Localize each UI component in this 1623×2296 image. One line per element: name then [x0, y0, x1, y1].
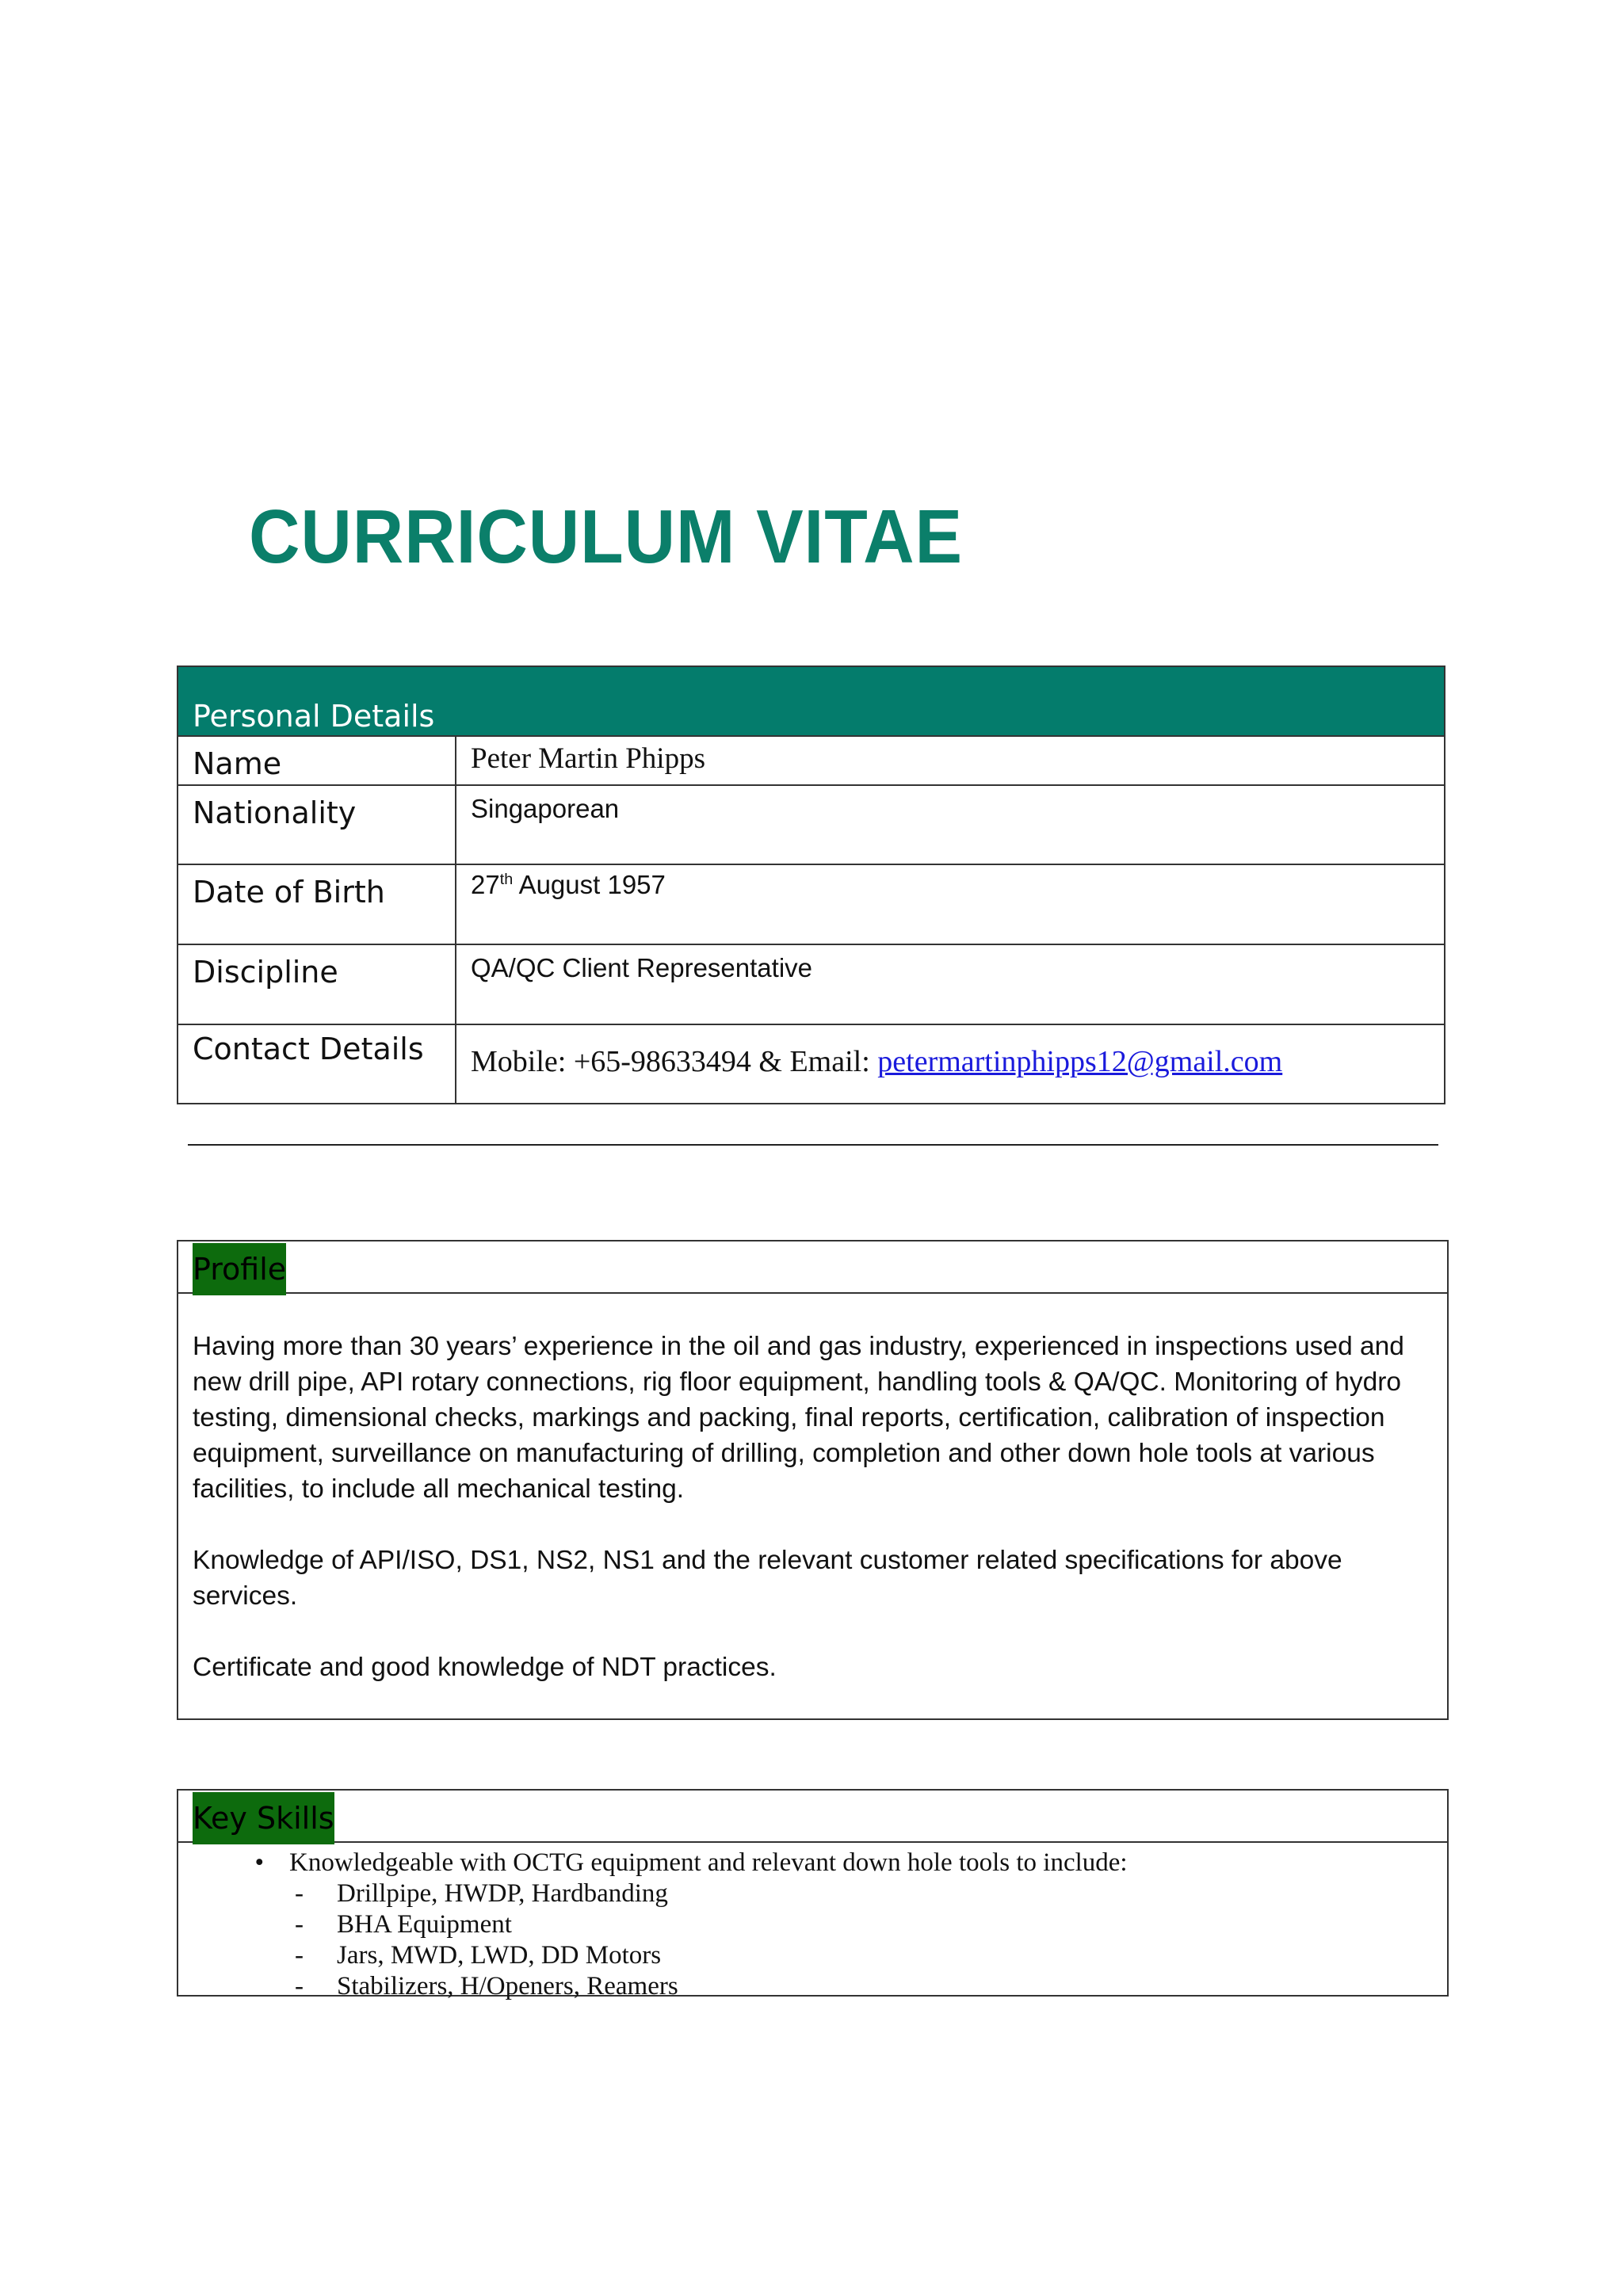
profile-body [178, 1294, 1447, 1685]
contact-mobile: Mobile: +65-98633494 & Email: [471, 1045, 878, 1078]
profile-paragraph: Having more than 30 years’ experience in the oil and gas industry, experienced in inspections used and new drill pipe, API rotary connections, rig floor equipment, handling tools & QA/QC. Monitoring of hydro testing, dimensional checks, markings and packing, final reports, certification, calibration of inspection equipment, surveillance on manufacturing of drilling, completion and other down hole tools at various facilities, to include all mechanical testing. [193, 1332, 1404, 1504]
profile-heading: Profile [193, 1243, 286, 1295]
dash-marker: - [295, 1879, 304, 1908]
dash-marker: - [295, 1910, 304, 1939]
list-item-text: BHA Equipment [337, 1910, 512, 1939]
list-item [178, 1940, 1447, 1971]
section-divider [188, 1144, 1438, 1146]
value-name: Peter Martin Phipps [471, 742, 705, 775]
personal-details-heading: Personal Details [193, 699, 435, 734]
list-item-text: Drillpipe, HWDP, Hardbanding [337, 1879, 668, 1908]
profile-header [178, 1241, 1447, 1294]
bullet-marker: • [254, 1848, 264, 1877]
label-contact-details: Contact Details [178, 1025, 456, 1103]
label-discipline: Discipline [178, 945, 456, 1024]
list-item [178, 1971, 1447, 2002]
value-date-of-birth [456, 865, 1444, 944]
dob-day: 27 [471, 870, 500, 899]
row-nationality [178, 784, 1444, 864]
key-skills-header [178, 1791, 1447, 1843]
key-skills-body [178, 1843, 1447, 2002]
list-item-text: Jars, MWD, LWD, DD Motors [337, 1941, 662, 1970]
key-skills-section [177, 1789, 1449, 2000]
value-contact-details [456, 1025, 1444, 1103]
profile-paragraph: Knowledge of API/ISO, DS1, NS2, NS1 and the relevant customer related specifications for above services. [193, 1546, 1342, 1611]
profile-paragraph: Certificate and good knowledge of NDT practices. [193, 1653, 777, 1682]
dash-marker: - [295, 1941, 304, 1970]
row-date-of-birth [178, 864, 1444, 944]
label-nationality: Nationality [178, 786, 456, 864]
list-item [178, 1909, 1447, 1940]
list-item-text: Stabilizers, H/Openers, Reamers [337, 1972, 678, 2000]
email-link[interactable]: petermartinphipps12@gmail.com [877, 1045, 1283, 1078]
personal-details-table [177, 666, 1445, 1104]
bullet-text: Knowledgeable with OCTG equipment and relevant down hole tools to include: [289, 1848, 1128, 1877]
list-item [178, 1878, 1447, 1909]
document-title: CURRICULUM VITAE [249, 494, 964, 579]
dash-marker: - [295, 1972, 304, 2000]
dob-rest: August 1957 [513, 870, 666, 899]
row-name [178, 737, 1444, 784]
row-contact-details [178, 1024, 1444, 1103]
value-discipline: QA/QC Client Representative [471, 953, 813, 982]
value-nationality: Singaporean [471, 794, 620, 823]
profile-section [177, 1240, 1449, 1720]
personal-details-header [178, 667, 1444, 737]
dob-suffix: th [499, 871, 514, 888]
label-date-of-birth: Date of Birth [178, 865, 456, 944]
row-discipline [178, 944, 1444, 1024]
bullet-item [178, 1848, 1447, 1878]
key-skills-heading: Key Skills [193, 1792, 334, 1844]
label-name: Name [178, 737, 456, 784]
